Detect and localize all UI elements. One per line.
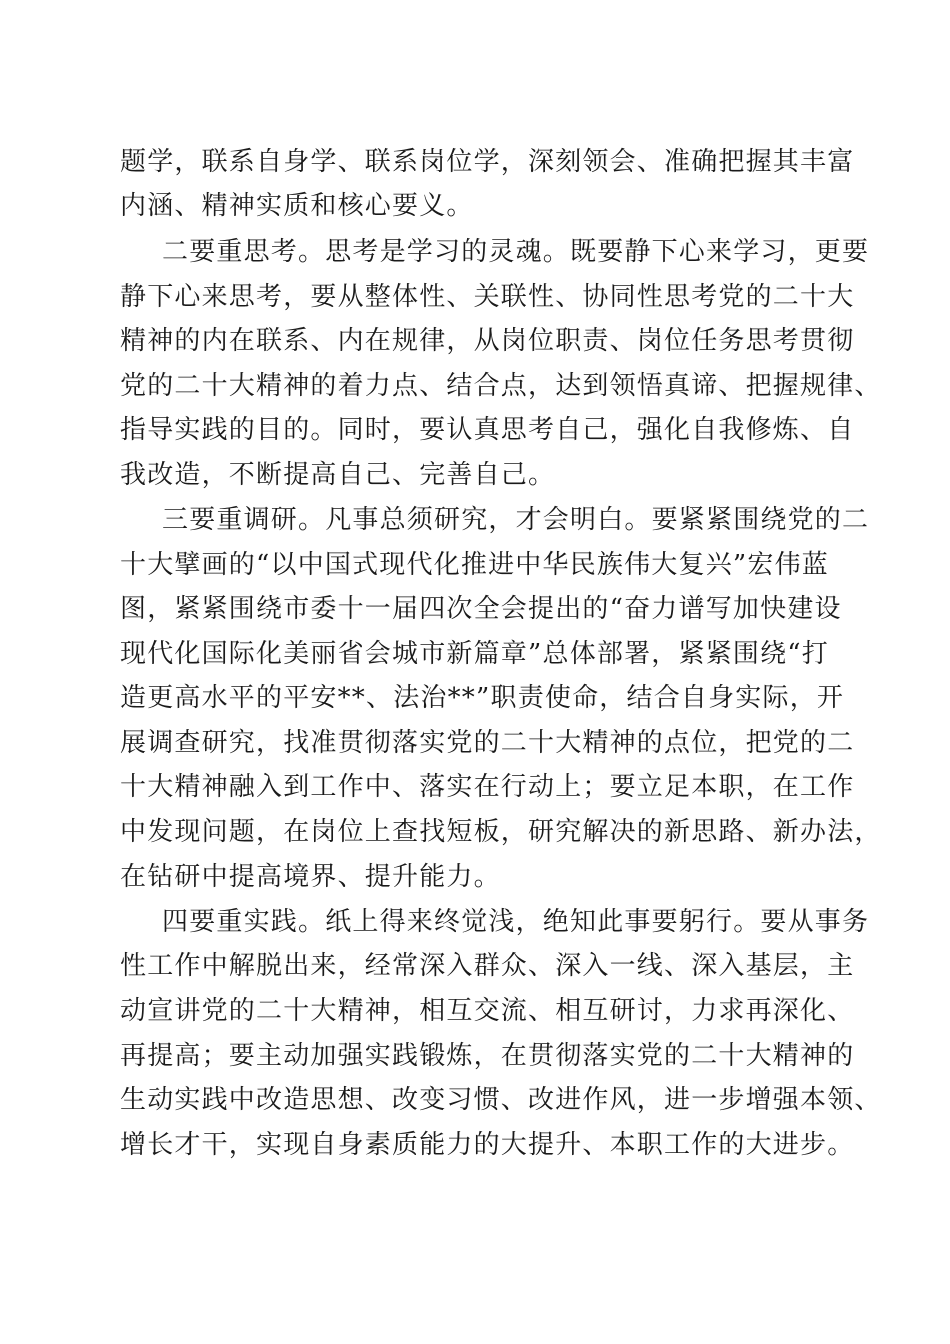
- paragraph-line: 中发现问题，在岗位上查找短板，研究解决的新思路、新办法，: [120, 817, 882, 847]
- paragraph-line: 二要重思考。思考是学习的灵魂。既要静下心来学习，更要: [162, 237, 870, 267]
- paragraph-line: 再提高；要主动加强实践锻炼，在贯彻落实党的二十大精神的: [120, 1041, 855, 1071]
- paragraph-line: 内涵、精神实质和核心要义。: [120, 191, 474, 221]
- paragraph-line: 十大精神融入到工作中、落实在行动上；要立足本职，在工作: [120, 772, 855, 802]
- paragraph-line: 题学，联系自身学、联系岗位学，深刻领会、准确把握其丰富: [120, 147, 855, 177]
- paragraph-line: 展调查研究，找准贯彻落实党的二十大精神的点位，把党的二: [120, 728, 855, 758]
- paragraph-line: 我改造，不断提高自己、完善自己。: [120, 460, 556, 490]
- paragraph-line: 三要重调研。凡事总须研究，才会明白。要紧紧围绕党的二: [162, 505, 870, 535]
- paragraph-line: 党的二十大精神的着力点、结合点，达到领悟真谛、把握规律、: [120, 371, 882, 401]
- paragraph-line: 动宣讲党的二十大精神，相互交流、相互研讨，力求再深化、: [120, 996, 855, 1026]
- paragraph-line: 四要重实践。纸上得来终觉浅，绝知此事要躬行。要从事务: [162, 907, 870, 937]
- paragraph-line: 生动实践中改造思想、改变习惯、改进作风，进一步增强本领、: [120, 1085, 882, 1115]
- paragraph-line: 造更高水平的平安**、法治**”职责使命，结合自身实际，开: [120, 683, 845, 713]
- paragraph-line: 现代化国际化美丽省会城市新篇章”总体部署，紧紧围绕“打: [120, 639, 829, 669]
- paragraph-line: 在钻研中提高境界、提升能力。: [120, 862, 501, 892]
- paragraph-line: 性工作中解脱出来，经常深入群众、深入一线、深入基层，主: [120, 951, 855, 981]
- paragraph-line: 精神的内在联系、内在规律，从岗位职责、岗位任务思考贯彻: [120, 326, 855, 356]
- paragraph-line: 十大擘画的“以中国式现代化推进中华民族伟大复兴”宏伟蓝: [120, 550, 829, 580]
- paragraph-line: 图，紧紧围绕市委十一届四次全会提出的“奋力谱写加快建设: [120, 594, 842, 624]
- paragraph-line: 静下心来思考，要从整体性、关联性、协同性思考党的二十大: [120, 282, 855, 312]
- paragraph-line: 指导实践的目的。同时，要认真思考自己，强化自我修炼、自: [120, 415, 855, 445]
- paragraph-line: 增长才干，实现自身素质能力的大提升、本职工作的大进步。: [120, 1130, 855, 1160]
